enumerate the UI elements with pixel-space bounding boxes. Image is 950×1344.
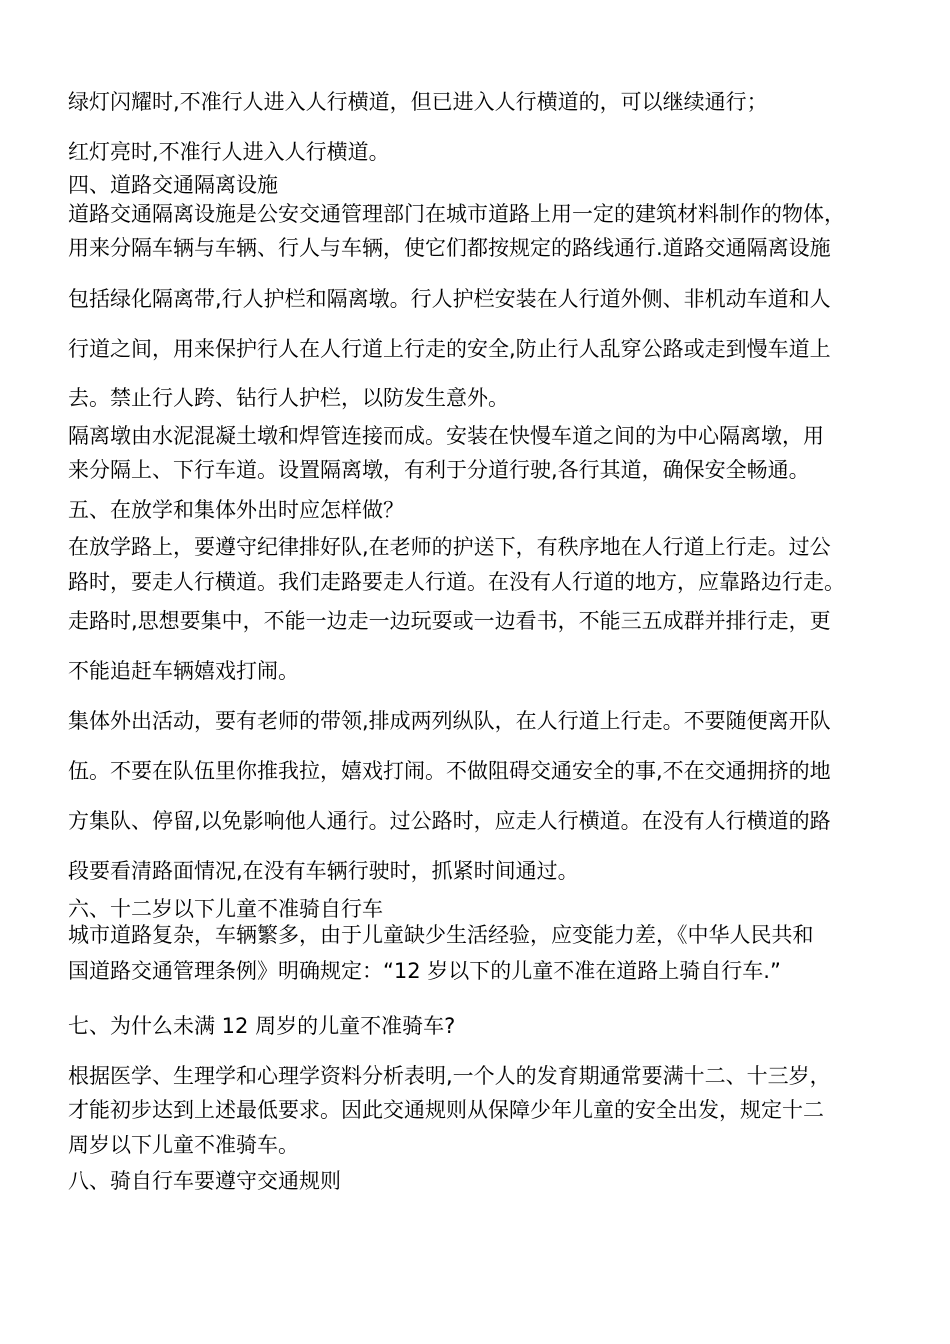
text-line: 才能初步达到上述最低要求。因此交通规则从保障少年儿童的安全出发，规定十二	[68, 1098, 824, 1122]
text-line: 在放学路上，要遵守纪律排好队,在老师的护送下，有秩序地在人行道上行走。过公	[68, 535, 831, 559]
text-line: 用来分隔车辆与车辆、行人与车辆，使它们都按规定的路线通行.道路交通隔离设施	[68, 236, 831, 260]
text-line: 隔离墩由水泥混凝土墩和焊管连接而成。安装在快慢车道之间的为中心隔离墩，用	[68, 424, 824, 448]
text-line: 集体外出活动，要有老师的带领,排成两列纵队，在人行道上行走。不要随便离开队	[68, 709, 831, 733]
section-heading: 五、在放学和集体外出时应怎样做？	[68, 498, 404, 522]
text-line: 城市道路复杂，车辆繁多，由于儿童缺少生活经验，应变能力差，《中华人民共和	[68, 923, 814, 947]
section-heading: 四、道路交通隔离设施	[68, 173, 278, 197]
text-line: 段要看清路面情况,在没有车辆行驶时，抓紧时间通过。	[68, 859, 579, 883]
text-line: 包括绿化隔离带,行人护栏和隔离墩。行人护栏安装在人行道外侧、非机动车道和人	[68, 287, 831, 311]
text-line: 方集队、停留,以免影响他人通行。过公路时，应走人行横道。在没有人行横道的路	[68, 809, 831, 833]
section-heading: 六、十二岁以下儿童不准骑自行车	[68, 897, 383, 921]
section-heading: 七、为什么未满 12 周岁的儿童不准骑车?	[68, 1014, 456, 1038]
text-line: 红灯亮时,不准行人进入人行横道。	[68, 140, 390, 164]
text-line: 不能追赶车辆嬉戏打闹。	[68, 659, 299, 683]
section-heading: 八、骑自行车要遵守交通规则	[68, 1169, 341, 1193]
text-line: 行道之间，用来保护行人在人行道上行走的安全,防止行人乱穿公路或走到慢车道上	[68, 337, 831, 361]
text-line: 国道路交通管理条例》明确规定：“12 岁以下的儿童不准在道路上骑自行车.”	[68, 959, 781, 983]
text-line: 绿灯闪耀时,不准行人进入人行横道，但已进入人行横道的，可以继续通行；	[68, 90, 768, 114]
text-line: 周岁以下儿童不准骑车。	[68, 1133, 299, 1157]
text-line: 走路时,思想要集中，不能一边走一边玩耍或一边看书，不能三五成群并排行走，更	[68, 609, 831, 633]
text-line: 道路交通隔离设施是公安交通管理部门在城市道路上用一定的建筑材料制作的物体，	[68, 202, 845, 226]
text-line: 根据医学、生理学和心理学资料分析表明,一个人的发育期通常要满十二、十三岁，	[68, 1064, 831, 1088]
text-line: 去。禁止行人跨、钻行人护栏，以防发生意外。	[68, 386, 509, 410]
text-line: 来分隔上、下行车道。设置隔离墩，有利于分道行驶,各行其道，确保安全畅通。	[68, 458, 810, 482]
text-line: 路时，要走人行横道。我们走路要走人行道。在没有人行道的地方，应靠路边行走。	[68, 570, 845, 594]
text-line: 伍。不要在队伍里你推我拉，嬉戏打闹。不做阻碍交通安全的事,不在交通拥挤的地	[68, 759, 831, 783]
